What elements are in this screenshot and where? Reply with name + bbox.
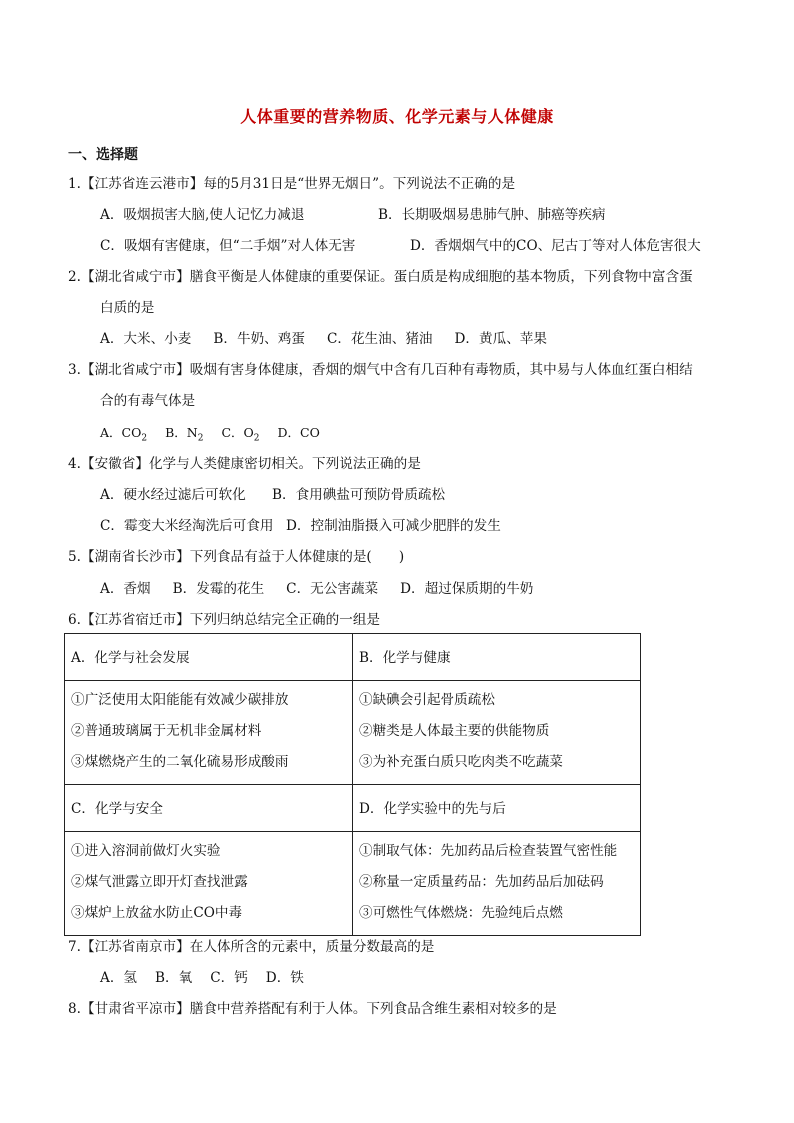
question-1-option-d: D．香烟烟气中的CO、尼古丁等对人体危害很大 <box>410 238 701 254</box>
question-3-option-d: D．CO <box>277 425 320 440</box>
table-item: ③煤燃烧产生的二氧化硫易形成酸雨 <box>71 754 289 770</box>
table-item: ①缺碘会引起骨质疏松 <box>359 692 495 708</box>
table-item: ②煤气泄露立即开灯查找泄露 <box>71 874 248 890</box>
table-item: ①进入溶洞前做灯火实验 <box>71 843 221 859</box>
question-4-options-row-2 <box>100 517 501 535</box>
question-4-option-a: A．硬水经过滤后可软化 <box>100 487 246 503</box>
table-cell-a-body <box>65 681 353 785</box>
table-item: ①制取气体：先加药品后检查装置气密性能 <box>359 843 618 859</box>
question-5-option-d: D．超过保质期的牛奶 <box>400 581 534 597</box>
question-2-stem-line-1: 2.【湖北省咸宁市】膳食平衡是人体健康的重要保证。蛋白质是构成细胞的基本物质，下列食物中富含蛋 <box>68 269 693 285</box>
question-4-options-row-1 <box>100 486 445 504</box>
question-3-option-c: C．$O_2$ <box>221 425 260 444</box>
question-4-option-b: B．食用碘盐可预防骨质疏松 <box>272 487 446 503</box>
question-4-option-c: C．霉变大米经淘洗后可食用 <box>100 518 274 534</box>
question-7-option-c: C．钙 <box>210 970 248 986</box>
question-3-option-a: A．$CO_2$ <box>100 425 148 444</box>
question-2-option-b: B．牛奶、鸡蛋 <box>213 331 305 347</box>
table-item: ③可燃性气体燃烧：先验纯后点燃 <box>359 905 563 921</box>
question-4-option-d: D．控制油脂摄入可减少肥胖的发生 <box>286 518 501 534</box>
question-3-stem-line-2: 合的有毒气体是 <box>100 393 196 409</box>
question-4-stem: 4.【安徽省】化学与人类健康密切相关。下列说法正确的是 <box>68 456 421 472</box>
table-item: ②普通玻璃属于无机非金属材料 <box>71 723 262 739</box>
question-2-option-d: D．黄瓜、苹果 <box>454 331 547 347</box>
question-1-stem: 1.【江苏省连云港市】每的5月31日是“世界无烟日”。下列说法不正确的是 <box>68 176 516 192</box>
table-cell-a-header: A．化学与社会发展 <box>65 634 353 681</box>
question-3-option-b: B．$N_2$ <box>165 425 204 444</box>
question-1-option-a: A．吸烟损害大脑,使人记忆力减退 <box>100 207 305 223</box>
document-title: 人体重要的营养物质、化学元素与人体健康 <box>240 107 554 126</box>
table-item: ②糖类是人体最主要的供能物质 <box>359 723 550 739</box>
question-2-options <box>100 330 569 348</box>
question-7-option-b: B．氧 <box>155 970 193 986</box>
table-cell-b-header: B．化学与健康 <box>353 634 641 681</box>
table-cell-b-body <box>353 681 641 785</box>
question-6-table <box>64 633 641 936</box>
question-5-options <box>100 580 555 598</box>
table-item: ③煤炉上放盆水防止CO中毒 <box>71 905 243 921</box>
question-7-option-d: D．铁 <box>265 970 304 986</box>
table-item: ②称量一定质量药品：先加药品后加砝码 <box>359 874 604 890</box>
question-5-option-b: B．发霉的花生 <box>172 581 265 597</box>
table-cell-d-header: D．化学实验中的先与后 <box>353 785 641 832</box>
question-7-options <box>100 969 322 987</box>
table-item: ①广泛使用太阳能能有效减少碳排放 <box>71 692 289 708</box>
table-cell-c-header: C．化学与安全 <box>65 785 353 832</box>
question-5-option-c: C．无公害蔬菜 <box>286 581 379 597</box>
question-3-options <box>100 424 338 448</box>
question-1-options-row-1 <box>100 206 606 224</box>
question-8-stem: 8.【甘肃省平凉市】膳食中营养搭配有利于人体。下列食品含维生素相对较多的是 <box>68 1001 557 1017</box>
question-3-stem-line-1: 3.【湖北省咸宁市】吸烟有害身体健康，香烟的烟气中含有几百种有毒物质，其中易与人体血红蛋白相结 <box>68 362 693 378</box>
table-cell-d-body <box>353 832 641 936</box>
question-1-options-row-2 <box>100 237 701 255</box>
question-7-stem: 7.【江苏省南京市】在人体所含的元素中，质量分数最高的是 <box>68 939 435 955</box>
section-heading: 一、选择题 <box>68 147 138 163</box>
question-1-option-b: B．长期吸烟易患肺气肿、肺癌等疾病 <box>378 207 606 223</box>
question-5-option-a: A．香烟 <box>100 581 151 597</box>
question-5-stem: 5.【湖南省长沙市】下列食品有益于人体健康的是( ) <box>68 549 405 565</box>
question-7-option-a: A．氢 <box>100 970 138 986</box>
question-2-option-c: C．花生油、猪油 <box>326 331 433 347</box>
question-2-option-a: A．大米、小麦 <box>100 331 192 347</box>
question-6-stem: 6.【江苏省宿迁市】下列归纳总结完全正确的一组是 <box>68 612 381 628</box>
question-1-option-c: C．吸烟有害健康，但“二手烟”对人体无害 <box>100 238 356 254</box>
table-item: ③为补充蛋白质只吃肉类不吃蔬菜 <box>359 754 563 770</box>
table-cell-c-body <box>65 832 353 936</box>
question-2-stem-line-2: 白质的是 <box>100 300 155 316</box>
